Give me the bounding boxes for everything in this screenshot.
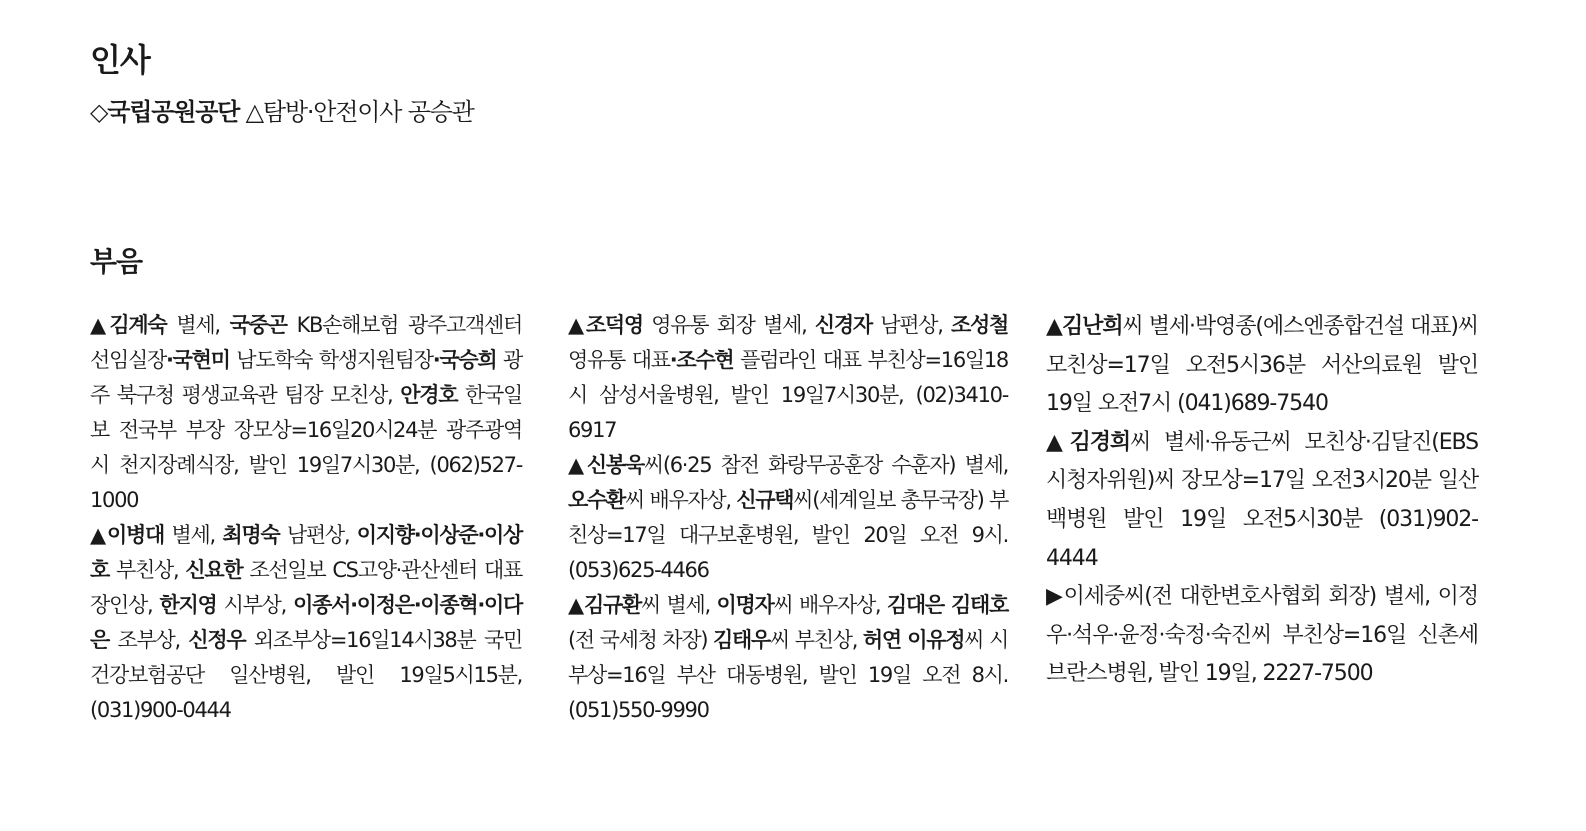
obituary-text: 남도학숙 학생지원팀장 (229, 348, 433, 372)
obituary-column-2 (568, 308, 1008, 728)
obituary-text: 시부상, (216, 593, 294, 617)
obituary-name: ▲신봉욱 (568, 453, 644, 477)
obituary-text: 씨 부친상, (770, 628, 863, 652)
obituary-text: (전 국세청 차장) (568, 628, 714, 652)
obituary-text: 씨(세계일보 총무국장) 부친상=17일 대구보훈병원, 발인 20일 오전 9시. (053)625-4466 (568, 488, 1008, 582)
personnel-post: 탐방·안전이사 (262, 98, 402, 126)
obituary-name: ▲김계숙 (90, 313, 167, 337)
obituary-text: 조부상, (109, 628, 189, 652)
personnel-org: 국립공원공단 (107, 98, 240, 126)
obituary-heading: 부음 (90, 245, 143, 278)
obituary-name: 신요한 (185, 558, 243, 582)
obituary-text: 조선일보 CS고양·관산센터 대표 장인상, (90, 558, 522, 617)
obituary-text: 씨 배우자상, (624, 488, 737, 512)
obituary-text: 광주 북구청 평생교육관 팀장 모친상, (90, 348, 522, 407)
org-marker: ◇ (90, 98, 108, 126)
obituary-text: 별세, (163, 523, 223, 547)
obituary-name: 김대은 김태호 (886, 593, 1008, 617)
obituary-text: 부친상, (109, 558, 186, 582)
obituary-name: ·국승희 (432, 348, 497, 372)
personnel-announcement (90, 98, 474, 127)
obituary-name: 조성철 (951, 313, 1009, 337)
obituary-name: 신경자 (814, 313, 872, 337)
obituary-entry (568, 308, 1008, 448)
obituary-text: 영유통 회장 별세, (642, 313, 815, 337)
obituary-text: 씨(6·25 참전 화랑무공훈장 수훈자) 별세, (643, 453, 1008, 477)
obituary-entry (568, 448, 1008, 588)
obituary-entry (90, 518, 522, 728)
obituary-name: ·조수현 (669, 348, 734, 372)
obituary-name: 오수환 (568, 488, 625, 512)
obituary-text: 남편상, (871, 313, 952, 337)
obituary-name: ▲김경희 (1046, 429, 1131, 455)
obituary-text: 씨 시부상=16일 부산 대동병원, 발인 19일 오전 8시. (051)550-9990 (568, 628, 1008, 722)
obituary-name: 김태우 (713, 628, 771, 652)
obituary-name: 허연 이유정 (862, 628, 965, 652)
obituary-text: KB손해보험 광주고객센터 선임실장 (90, 313, 522, 372)
obituary-text: 남편상, (279, 523, 357, 547)
obituary-entry (1046, 424, 1478, 578)
obituary-name: 신정우 (188, 628, 246, 652)
personnel-heading: 인사 (90, 41, 150, 79)
obituary-text: 플럼라인 대표 부친상=16일18시 삼성서울병원, 발인 19일7시30분, (02)3410-6917 (568, 348, 1008, 442)
obituary-entry (90, 308, 522, 518)
obituary-text: 씨 배우자상, (773, 593, 887, 617)
obituary-text: 한국일보 전국부 부장 장모상=16일20시24분 광주광역시 천지장례식장, 발인 19일7시30분, (062)527-1000 (90, 383, 522, 512)
obituary-text: ▶이세중씨(전 대한변호사협회 회장) 별세, 이정우·석우·윤정·숙정·숙진씨 부친상=16일 신촌세브란스병원, 발인 19일, 2227-7500 (1046, 584, 1478, 687)
obituary-name: ▲이병대 (90, 523, 164, 547)
obituary-column-1 (90, 308, 522, 728)
obituary-name: ▲조덕영 (568, 313, 643, 337)
obituary-entry (1046, 578, 1478, 694)
post-marker: △ (245, 98, 263, 126)
obituary-name: 안경호 (400, 383, 458, 407)
obituary-name: 최명숙 (222, 523, 280, 547)
obituary-text: 별세, (166, 313, 230, 337)
obituary-name: 이종서·이정은·이종혁·이다은 (90, 593, 522, 652)
obituary-column-3 (1046, 308, 1478, 694)
obituary-name: ▲김난희 (1046, 314, 1123, 339)
obituary-name: 신규택 (736, 488, 794, 512)
obituary-text: 씨 별세·박영종(에스엔종합건설 대표)씨 모친상=17일 오전5시36분 서산의료원 발인 19일 오전7시 (041)689-7540 (1046, 314, 1478, 417)
obituary-entry (1046, 308, 1478, 424)
obituary-name: 이지향·이상준·이상호 (90, 523, 522, 582)
obituary-name: ▲김규환 (568, 593, 641, 617)
obituary-text: 외조부상=16일14시38분 국민건강보험공단 일산병원, 발인 19일5시15분, (031)900-0444 (90, 628, 522, 722)
obituary-text: 씨 별세, (641, 593, 717, 617)
obituary-name: 한지영 (159, 593, 217, 617)
obituary-name: 이명자 (716, 593, 774, 617)
personnel-name: 공승관 (407, 98, 474, 126)
obituary-name: 국중곤 (229, 313, 287, 337)
obituary-text: 씨 별세·유동근씨 모친상·김달진(EBS 시청자위원)씨 장모상=17일 오전3시20분 일산백병원 발인 19일 오전5시30분 (031)902-4444 (1046, 429, 1478, 571)
obituary-name: ·국현미 (165, 348, 230, 372)
obituary-text: 영유통 대표 (568, 348, 670, 372)
obituary-entry (568, 588, 1008, 728)
